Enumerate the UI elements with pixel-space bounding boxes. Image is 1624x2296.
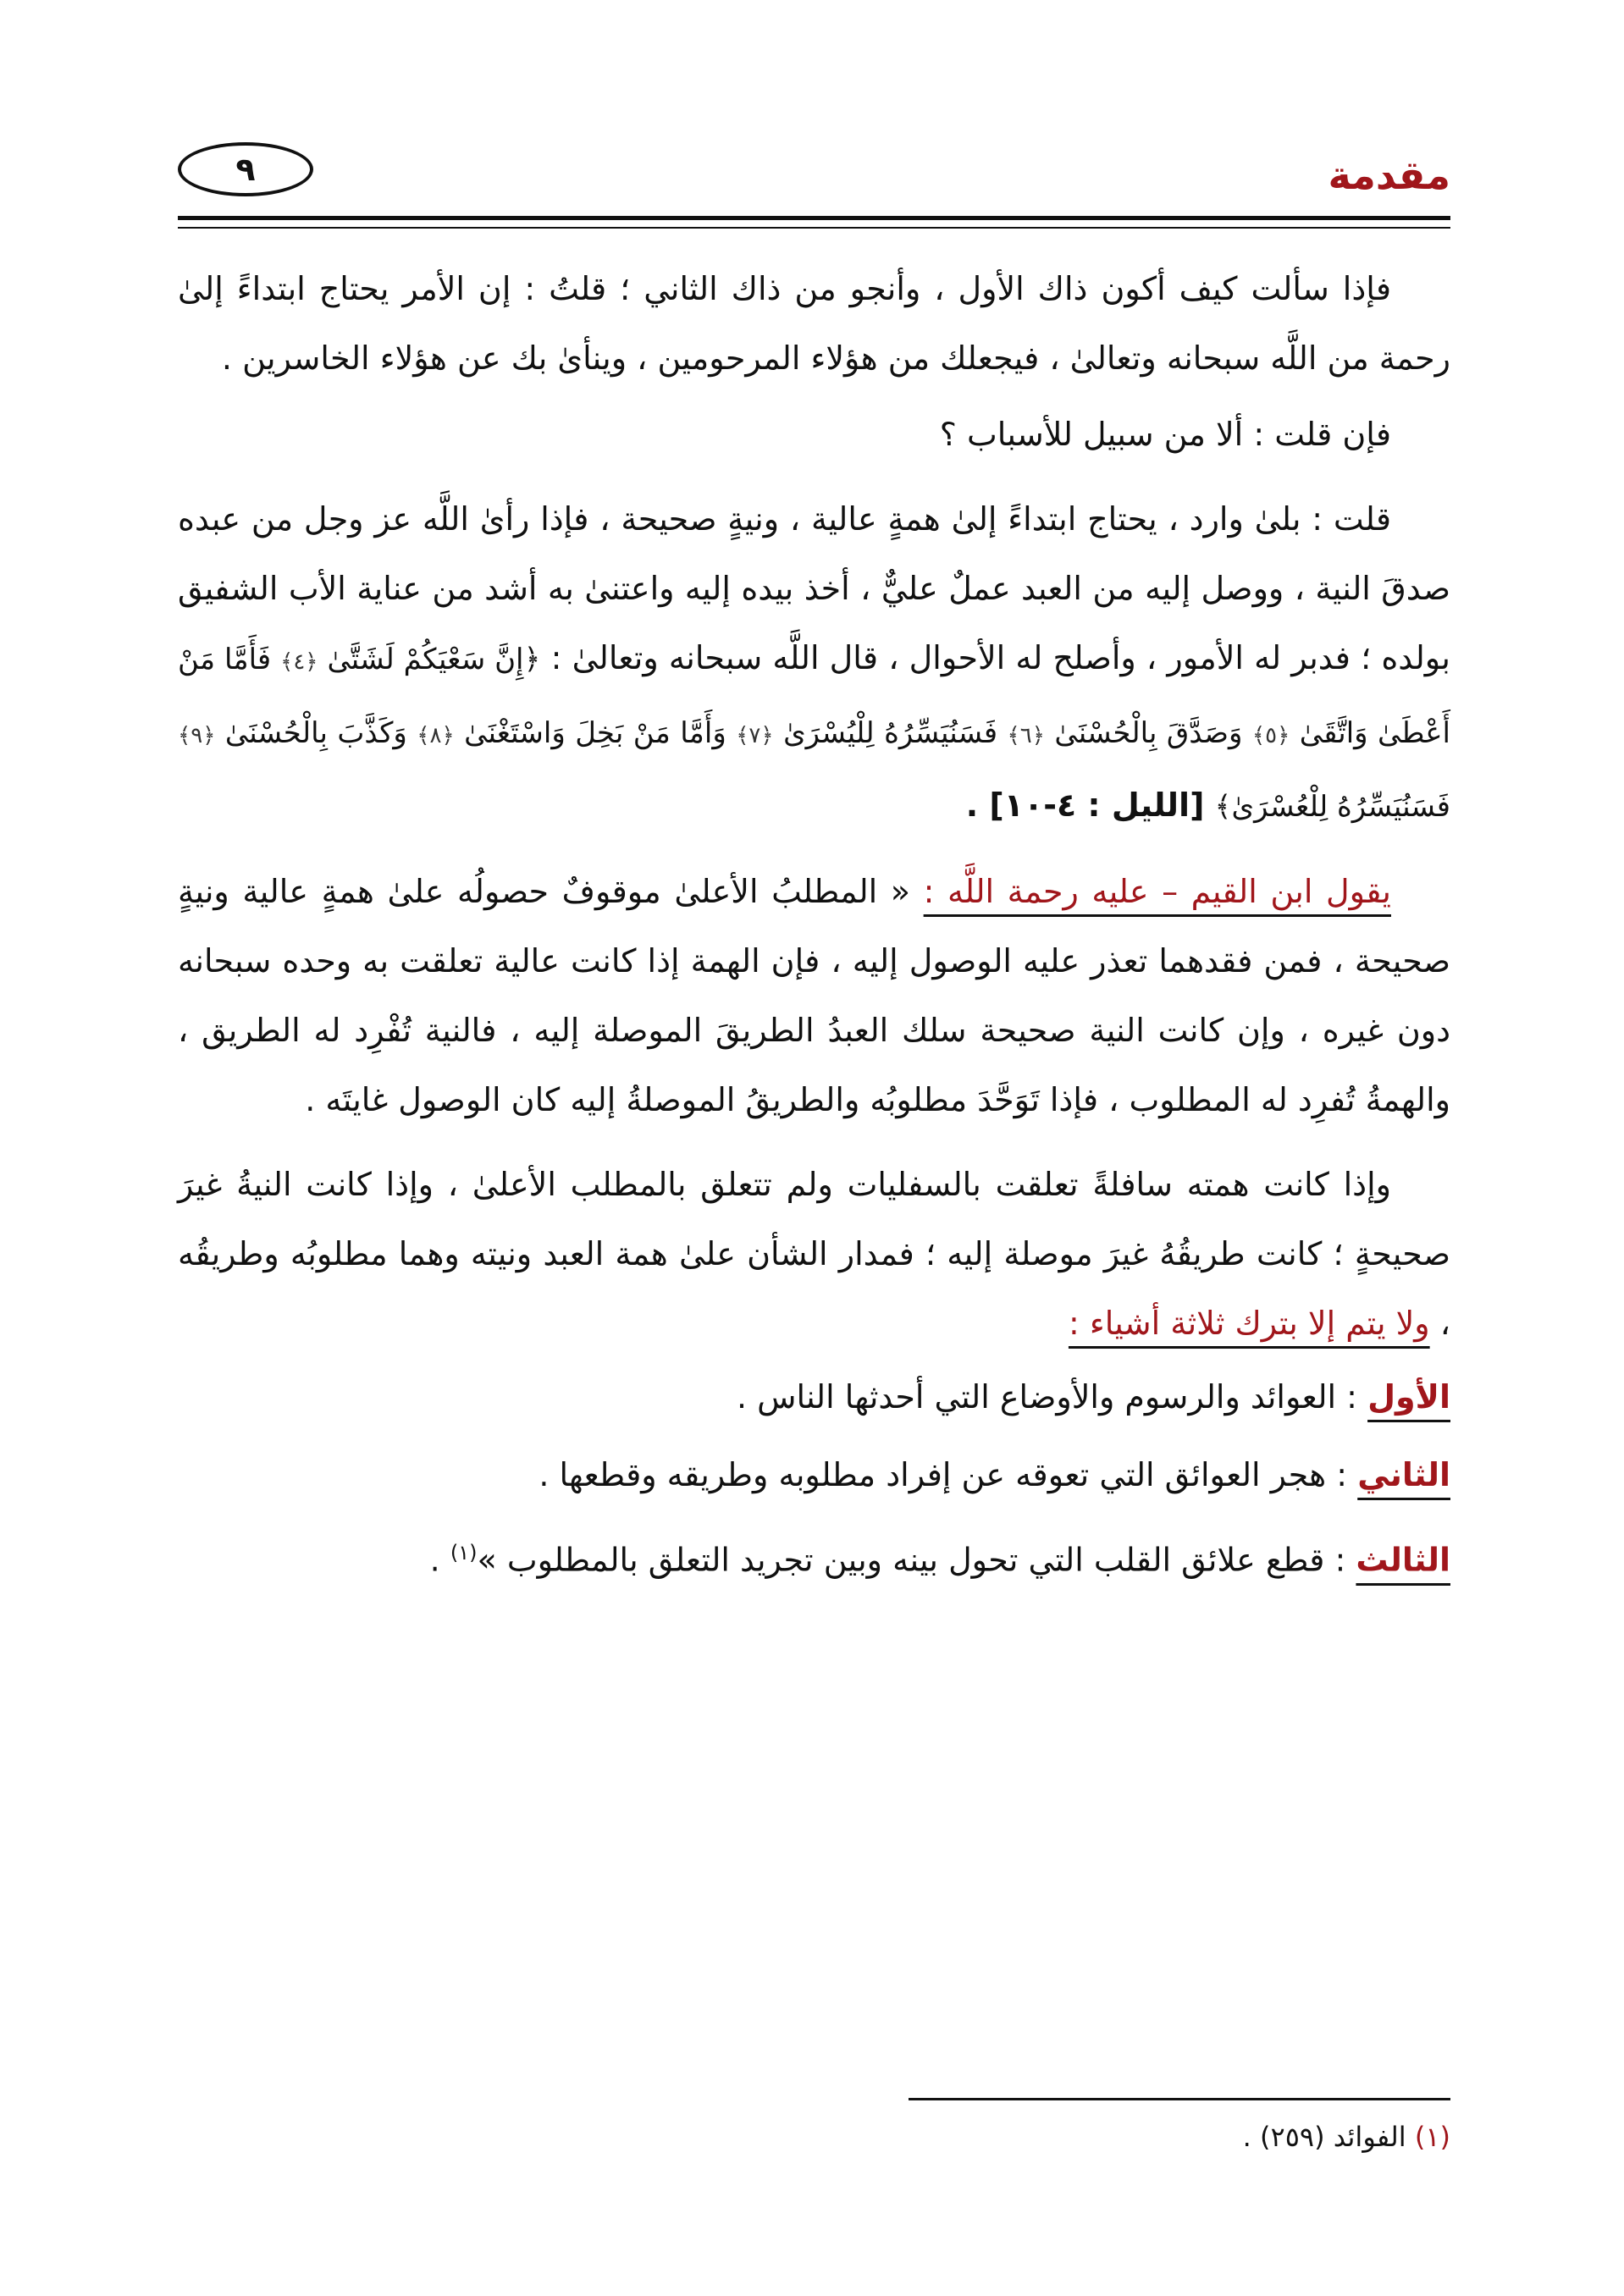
list-item-text: : قطع علائق القلب التي تحول بينه وبين تجريد التعلق بالمطلوب » xyxy=(477,1541,1346,1579)
footnote-reference[interactable]: (١) xyxy=(450,1541,478,1565)
footnote-rule xyxy=(909,2098,1450,2100)
footnote xyxy=(1243,2121,1450,2153)
footnote-marker: (١) xyxy=(1414,2121,1450,2153)
paragraph-1: فإذا سألت كيف أكون ذاك الأول ، وأنجو من ذاك الثاني ؛ قلتُ : إن الأمر يحتاج ابتداءً إلىٰ رحمة من اللَّه سبحانه وتعالىٰ ، فيجعلك من هؤلاء المرحومين ، وينأىٰ بك عن هؤلاء الخاسرين . xyxy=(178,270,1450,377)
ayah-number-9: ﴿٩﴾ xyxy=(178,723,216,748)
surah-citation: [الليل : ٤-١٠] . xyxy=(965,786,1205,824)
paragraph-5-text: وإذا كانت همته سافلةً تعلقت بالسفليات ولم تتعلق بالمطلب الأعلىٰ ، وإذا كانت النيةُ غيرَ صحيحةٍ ؛ كانت طريقُهُ غيرَ موصلة إليه ؛ فمدار الشأن علىٰ همة العبد ونيته وهما مطلوبُه وطريقُه ، xyxy=(178,1166,1450,1342)
paragraph-4-text: « المطلبُ الأعلىٰ موقوفٌ حصولُه علىٰ همةٍ عالية ونيةٍ صحيحة ، فمن فقدهما تعذر عليه الوصول إليه ، فإن الهمة إذا كانت عالية تعلقت به وحده سبحانه دون غيره ، وإن كانت النية صحيحة سلك العبدُ الطريقَ الموصلة إليه ، فالنية تُفْرِد له الطريق ، والهمةُ تُفرِد له المطلوب ، فإذا تَوَحَّدَ مطلوبُه والطريقُ الموصلةُ إليه كان الوصول غايتَه . xyxy=(178,873,1450,1118)
list-item-text: : العوائد والرسوم والأوضاع التي أحدثها الناس . xyxy=(736,1378,1357,1416)
section-title: مقدمة xyxy=(1328,152,1450,198)
list-item-2 xyxy=(178,1436,1450,1514)
paragraph-3 xyxy=(178,484,1450,842)
highlight-phrase: ولا يتم إلا بترك ثلاثة أشياء : xyxy=(1068,1305,1430,1342)
paragraph-3-text: قلت : بلىٰ وارد ، يحتاج ابتداءً إلىٰ همةٍ عالية ، ونيةٍ صحيحة ، فإذا رأىٰ اللَّه عز وجل من عبده صدقَ النية ، ووصل إليه من العبد عملٌ عليٌّ ، أخذ بيده إليه واعتنىٰ به أشد من عناية الأب الشفيق بولده ؛ فدبر له الأمور ، وأصلح له الأحوال ، قال اللَّه سبحانه وتعالىٰ : xyxy=(178,500,1450,676)
list-item-end: . xyxy=(429,1541,450,1579)
paragraph-4 xyxy=(178,857,1450,1134)
footnote-text: الفوائد (٢٥٩) . xyxy=(1242,2121,1406,2153)
verse-9: وَكَذَّبَ بِالْحُسْنَىٰ xyxy=(224,716,407,750)
verse-10: فَسَنُيَسِّرُهُ لِلْعُسْرَىٰ xyxy=(1231,790,1450,824)
verse-4: إِنَّ سَعْيَكُمْ لَشَتَّىٰ xyxy=(327,643,524,676)
ayah-number-6: ﴿٦﴾ xyxy=(1007,723,1045,748)
list-item-label: الأول xyxy=(1367,1378,1450,1416)
header-rule-thin xyxy=(178,227,1450,229)
quran-open-bracket: ﴿ xyxy=(523,643,541,676)
verse-6: وَصَدَّقَ بِالْحُسْنَىٰ xyxy=(1054,716,1243,750)
list-item-1 xyxy=(178,1358,1450,1436)
verse-5: فَأَمَّا مَنْ أَعْطَىٰ وَاتَّقَىٰ xyxy=(178,643,1450,750)
list-item-label: الثاني xyxy=(1357,1456,1450,1493)
quote-attribution: يقول ابن القيم – عليه رحمة اللَّه : xyxy=(923,873,1391,910)
verse-8: وَأَمَّا مَنْ بَخِلَ وَاسْتَغْنَىٰ xyxy=(464,716,726,750)
list-item-3 xyxy=(178,1514,1450,1599)
page-number-badge: ٩ xyxy=(178,142,313,196)
ayah-number-8: ﴿٨﴾ xyxy=(417,723,455,748)
ayah-number-5: ﴿٥﴾ xyxy=(1251,723,1290,748)
ayah-number-4: ﴿٤﴾ xyxy=(280,649,318,675)
list-item-label: الثالث xyxy=(1356,1541,1450,1579)
header-rule-thick xyxy=(178,216,1450,220)
quran-close-bracket: ﴾ xyxy=(1214,790,1232,824)
page-header xyxy=(178,135,1450,212)
ayah-number-7: ﴿٧﴾ xyxy=(736,723,774,748)
paragraph-2: فإن قلت : ألا من سبيل للأسباب ؟ xyxy=(939,416,1391,453)
verse-7: فَسَنُيَسِّرُهُ لِلْيُسْرَىٰ xyxy=(783,716,998,750)
list-item-text: : هجر العوائق التي تعوقه عن إفراد مطلوبه وطريقه وقطعها . xyxy=(539,1456,1348,1493)
page-body xyxy=(178,254,1450,1599)
paragraph-5 xyxy=(178,1150,1450,1358)
